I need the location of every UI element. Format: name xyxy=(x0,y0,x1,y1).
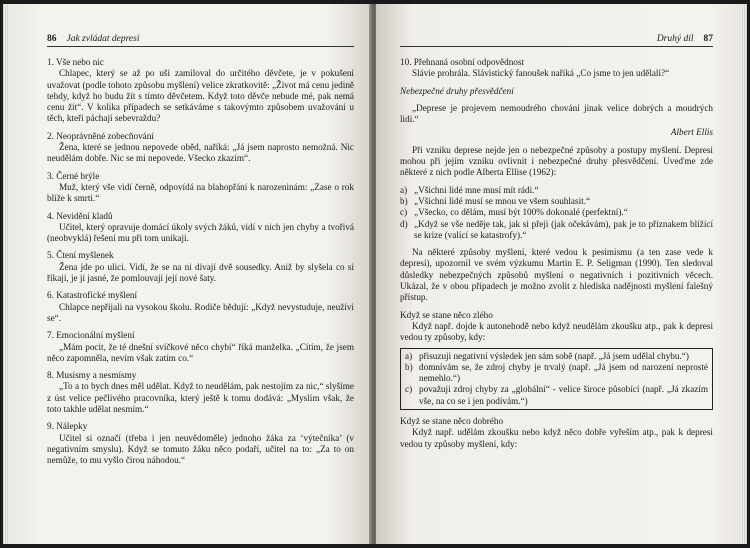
item-text: Učitel, který opravuje domácí úkoly svých žáků, vidí v nich jen chyby a tvořivá (neobvyklá) řešení mu při tom unikají. xyxy=(47,221,354,244)
epigraph-quote: „Deprese je projevem nemoudrého chování jinak velice dobrých a moudrých lidí.“ xyxy=(400,102,713,125)
item-heading: 1. Vše nebo nic xyxy=(47,57,104,67)
item-text: Učitel si označí (třeba i jen neuvědoměle) jednoho žáka za ‘výtečníka’ (v negativním smyslu). Když se tomuto žáku něco podaří, učitel na to: „Za to on nemůže, to mu vyšlo čirou náhodou.“ xyxy=(47,432,354,466)
bad-event-heading: Když se stane něco zlého xyxy=(400,309,493,320)
item-heading: 7. Emocionální myšlení xyxy=(47,330,135,341)
list-text: domnívám se, že zdroj chyby je trvalý (např. „Já jsem od narození neprosté nemehlo.“) xyxy=(419,361,708,384)
list-letter: b) xyxy=(400,195,408,206)
left-item-list xyxy=(47,57,354,467)
left-page xyxy=(3,4,372,544)
thinking-pattern-item xyxy=(47,421,354,466)
paragraph-intro: Při vzniku deprese nejde jen o nebezpečné způsoby a postupy myšlení. Depresi mohou při jejím vzniku ovlivnit i nebezpečné druhy přesvědčení. Uveďme zde některé z nich podle Alberta Ellise (1962): xyxy=(400,144,713,178)
item-heading: 9. Nálepky xyxy=(47,421,88,432)
list-item xyxy=(405,351,708,362)
list-item xyxy=(400,196,713,207)
list-item xyxy=(405,384,708,407)
list-letter: c) xyxy=(405,384,413,395)
item-heading: 8. Musísmy a nesmísmy xyxy=(47,370,137,381)
item-heading: 3. Černé brýle xyxy=(47,170,100,181)
item-10-text: Slávie prohrála. Slávistický fanoušek naříká „Co jsme to jen udělali?“ xyxy=(412,68,670,79)
bad-event-box xyxy=(400,348,713,410)
thinking-pattern-item xyxy=(47,290,354,324)
item-text: Chlapce nepřijali na vysokou školu. Rodiče bědují: „Když nevystuduje, neužívi se“. xyxy=(47,301,354,323)
list-item xyxy=(405,362,708,385)
thinking-pattern-item xyxy=(47,171,354,205)
right-running-header xyxy=(400,34,713,47)
list-letter: c) xyxy=(400,207,408,218)
right-page xyxy=(376,4,747,544)
item-text: Žena, které se jednou nepovede oběd, naříká: „Já jsem naprosto nemožná. Nic neudělám dobře. Nic se mi nepovede. Všecko zkazím“. xyxy=(47,142,354,164)
right-page-number: 87 xyxy=(703,34,713,44)
item-text: „Mám pocit, že té dnešní svíčkové něco chybí“ říká manželka. „Cítím, že jsem něco zapomněla, nevím však zatím co.“ xyxy=(47,341,354,363)
right-content xyxy=(400,57,713,450)
beliefs-list xyxy=(400,185,713,241)
list-letter: b) xyxy=(405,361,413,372)
left-page-number: 86 xyxy=(47,34,57,44)
item-text: Chlapec, který se až po uši zamiloval do určitého děvčete, je v pokušení uvažovat (podle tohoto způsobu myšlení) velice zkratkovitě: „Život má cenu jedině tehdy, když ho budu žít s tímto děvčetem. Když toto děvče nebude mé, pak nemá cenu žít“. V kolika případech se setkáváme s takovýmto způsobem uvažování u těch, kteří páchají sebevraždu? xyxy=(47,68,354,124)
right-running-title: Druhý díl xyxy=(656,34,694,44)
list-item xyxy=(400,207,713,218)
list-text: považuji zdroj chyby za „globální“ - velice široce působící (např. „Já zkazím vše, na co se i jen podívám.“) xyxy=(419,384,708,406)
thinking-pattern-item xyxy=(47,250,354,284)
item-text: Žena jde po ulici. Vidí, že se na ni dívají dvě sousedky. Aniž by slyšela co si říkají, je jí jasné, že pomlouvají její nové šaty. xyxy=(47,261,354,284)
item-text: „To a to bych dnes měl udělat. Když to neudělám, pak nestojím za nic,“ slyšíme z úst velice pečlivého pracovníka, který ještě k tomu dodává: „Myslím však, že toto takhle udělat nesmím.“ xyxy=(47,381,354,415)
list-text: „Všichni lidé musí se mnou ve všem souhlasit.“ xyxy=(414,195,591,206)
section-subheading: Nebezpečné druhy přesvědčení xyxy=(400,85,514,96)
good-event-heading: Když se stane něco dobrého xyxy=(400,416,504,427)
list-item xyxy=(400,185,713,196)
thinking-pattern-item xyxy=(47,131,354,165)
list-letter: d) xyxy=(400,218,408,229)
item-heading: 2. Neoprávněné zobecňování xyxy=(47,130,154,141)
good-event-intro: Když např. udělám zkoušku nebo když něco dobře vyřeším atp., pak k depresi vedou ty způsoby myšlení, kdy: xyxy=(400,427,713,449)
thinking-pattern-item xyxy=(47,370,354,415)
bad-event-list xyxy=(405,351,708,407)
paragraph-seligman: Na některé způsoby myšlení, které vedou k pesimismu (a ten zase vede k depresi), upozornil ve svém výzkumu Martin E. P. Seligman (1990). Ten sledoval důsledky nebezpečných způsobů myšlení o negativních i pozitivních věcech. Ukázal, že v obou případech je možno zvolit z hlediska nadějnosti myšlení falešný přístup. xyxy=(400,247,713,303)
left-running-header xyxy=(47,34,354,47)
item-text: Muž, který vše vidí černě, odpovídá na blahopřání k narozeninám: „Zase o rok blíže k smrti.“ xyxy=(47,181,354,204)
list-text: „Všecko, co dělám, musí být 100% dokonalé (perfektní).“ xyxy=(414,207,628,218)
thinking-pattern-item xyxy=(47,57,354,125)
item-heading: 4. Nevidění kladů xyxy=(47,210,113,221)
bad-event-intro: Když např. dojde k autonehodě nebo když neudělám zkoušku atp., pak k depresi vedou ty způsoby, kdy: xyxy=(400,320,713,343)
list-letter: a) xyxy=(400,184,408,195)
list-text: přisuzuji negativní výsledek jen sám sobě (např. „Já jsem udělal chybu.“) xyxy=(419,350,689,361)
epigraph-author: Albert Ellis xyxy=(670,127,713,138)
list-letter: a) xyxy=(405,350,413,361)
book-spread xyxy=(3,4,747,544)
left-running-title: Jak zvládat depresi xyxy=(66,34,140,44)
thinking-pattern-item xyxy=(47,211,354,245)
item-10-heading: 10. Přehnaná osobní odpovědnost xyxy=(400,57,525,67)
list-text: „Když se vše neděje tak, jak si přeji (jak očekávám), pak je to příznakem blížící se krize (valící se katastrofy).“ xyxy=(414,218,713,240)
list-text: „Všichni lidé mne musí mít rádi.“ xyxy=(414,184,539,195)
page-edge-left xyxy=(3,4,9,544)
list-item xyxy=(400,219,713,242)
item-heading: 6. Katastrofické myšlení xyxy=(47,290,138,301)
item-heading: 5. Čtení myšlenek xyxy=(47,250,114,261)
thinking-pattern-item xyxy=(47,330,354,364)
page-edge-right xyxy=(741,4,747,544)
